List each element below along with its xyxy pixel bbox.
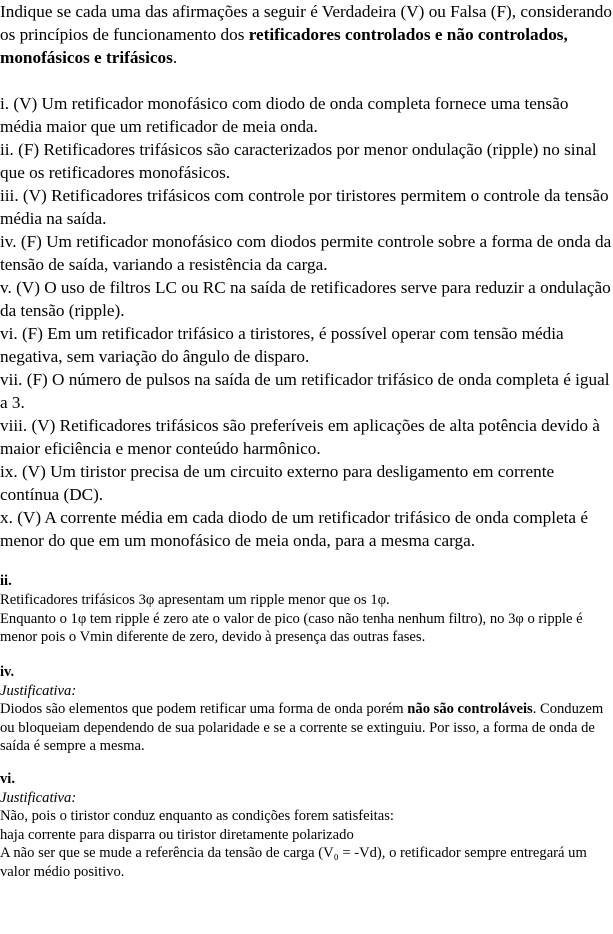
intro-end: . [172, 48, 178, 67]
section-iv-text: Diodos são elementos que podem retificar uma forma de onda porém não são controláveis. Conduzem ou bloqueiam dependendo de sua polaridade e se a corrente se extinguiu. Por isso, a forma de onda de saída é sempre a mesma. [0, 701, 604, 754]
statement-ix: ix. (V) Um tiristor precisa de um circuito externo para desligamento em corrente contínua (DC). [0, 462, 555, 504]
intro-paragraph [0, 0, 613, 69]
section-iv-label: Justificativa: [0, 682, 77, 699]
section-iv-heading: iv. [0, 663, 15, 680]
statement-iii: iii. (V) Retificadores trifásicos com controle por tiristores permitem o controle da tensão média na saída. [0, 186, 609, 228]
statement-iv: iv. (F) Um retificador monofásico com diodos permite controle sobre a forma de onda da tensão de saída, variando a resistência da carga. [0, 232, 612, 274]
intro-text: Indique se cada uma das afirmações a seguir é Verdadeira (V) ou Falsa (F), considerando os princípios de funcionamento dos [0, 2, 612, 44]
section-vi-heading: vi. [0, 770, 15, 787]
intro-bold: retificadores controlados e não controlados, monofásicos e trifásicos [0, 25, 568, 67]
section-vi-line1: Não, pois o tiristor conduz enquanto as condições forem satisfeitas: [0, 808, 394, 824]
section-vi-label: Justificativa: [0, 789, 77, 806]
statement-x: x. (V) A corrente média em cada diodo de um retificador trifásico de onda completa é menor do que em um monofásico de meia onda, para a mesma carga. [0, 508, 588, 550]
section-ii-heading: ii. [0, 573, 12, 589]
section-iv-bold: não são controláveis [407, 701, 533, 717]
statement-ii: ii. (F) Retificadores trifásicos são caracterizados por menor ondulação (ripple) no sinal que os retificadores monofásicos. [0, 140, 597, 182]
statement-viii: viii. (V) Retificadores trifásicos são preferíveis em aplicações de alta potência devido à maior eficiência e menor conteúdo harmônico. [0, 416, 600, 458]
statement-vii: vii. (F) O número de pulsos na saída de um retificador trifásico de onda completa é igual a 3. [0, 370, 610, 412]
section-vi-line3: A não ser que se mude a referência da tensão de carga (V₀ = -Vd), o retificador sempre entregará um valor médio positivo. [0, 845, 587, 880]
section-ii-line2: Enquanto o 1φ tem ripple é zero ate o valor de pico (caso não tenha nenhum filtro), no 3φ o ripple é menor pois o Vmin diferente de zero, devido à presença das outras fases. [0, 610, 583, 645]
statement-i: i. (V) Um retificador monofásico com diodo de onda completa fornece uma tensão média maior que um retificador de meia onda. [0, 94, 569, 136]
statement-vi: vi. (F) Em um retificador trifásico a tiristores, é possível operar com tensão média negativa, sem variação do ângulo de disparo. [0, 324, 564, 366]
section-ii-line1: Retificadores trifásicos 3φ apresentam um ripple menor que os 1φ. [0, 592, 390, 608]
section-vi-line2: haja corrente para disparra ou tiristor diretamente polarizado [0, 826, 354, 843]
statement-v: v. (V) O uso de filtros LC ou RC na saída de retificadores serve para reduzir a ondulação da tensão (ripple). [0, 278, 611, 320]
